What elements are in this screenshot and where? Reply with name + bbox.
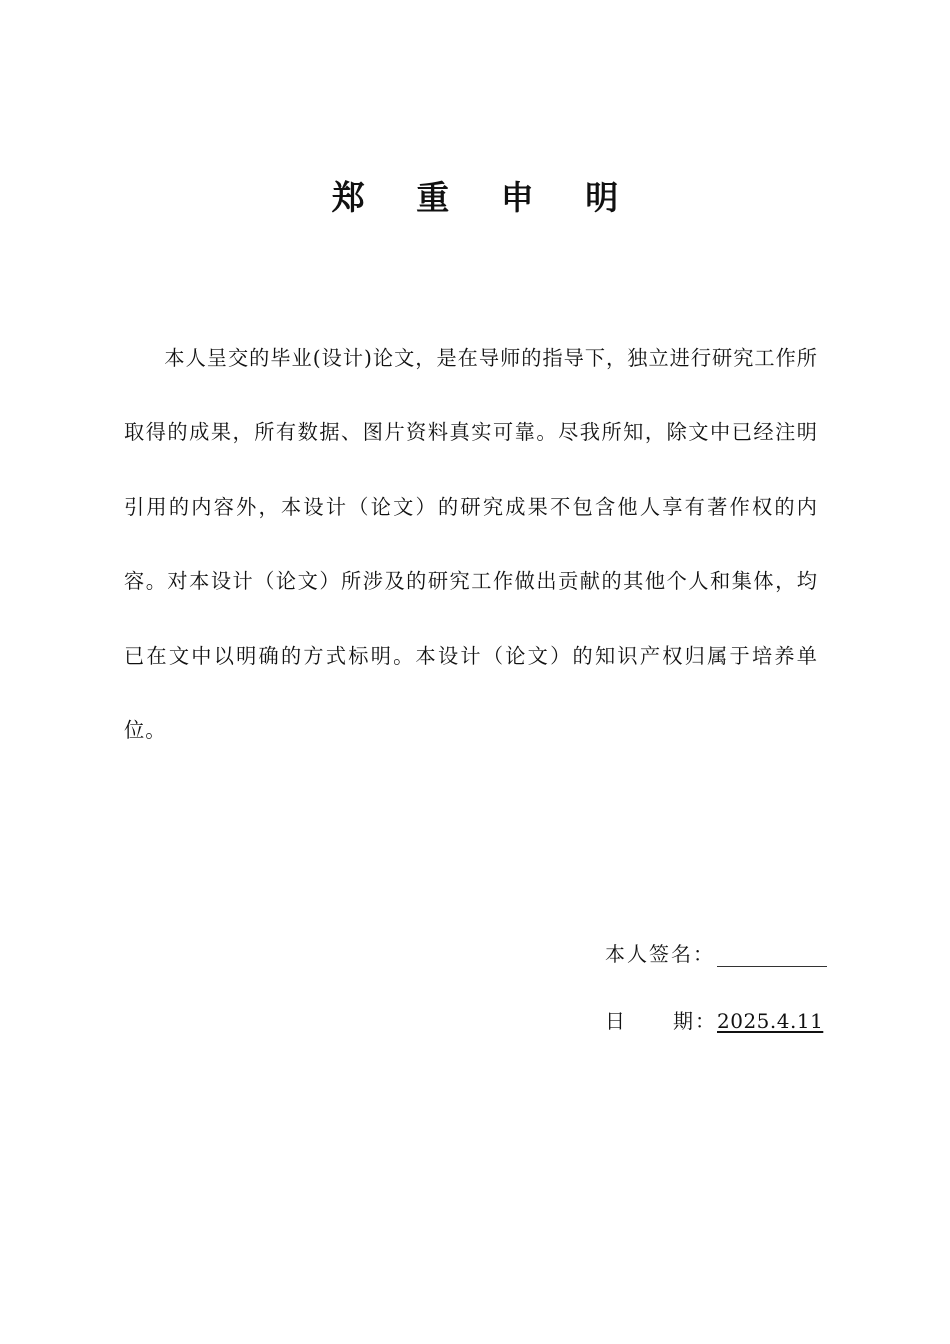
date-row (605, 1005, 833, 1034)
signature-label: 本人签名： (605, 942, 715, 966)
signature-row (605, 938, 827, 967)
date-value: 2025.4.11 (717, 1009, 824, 1033)
date-label-end: 期： (673, 1009, 717, 1033)
signature-line (717, 944, 827, 967)
page-title: 郑 重 申 明 (331, 178, 639, 217)
date-label-start: 日 (605, 1009, 627, 1033)
declaration-paragraph: 本人呈交的毕业(设计)论文，是在导师的指导下，独立进行研究工作所取得的成果，所有数据、图片资料真实可靠。尽我所知，除文中已经注明引用的内容外，本设计（论文）的研究成果不包含他人享有著作权的内容。对本设计（论文）所涉及的研究工作做出贡献的其他个人和集体，均已在文中以明确的方式标明。本设计（论文）的知识产权归属于培养单位。 (124, 346, 818, 743)
